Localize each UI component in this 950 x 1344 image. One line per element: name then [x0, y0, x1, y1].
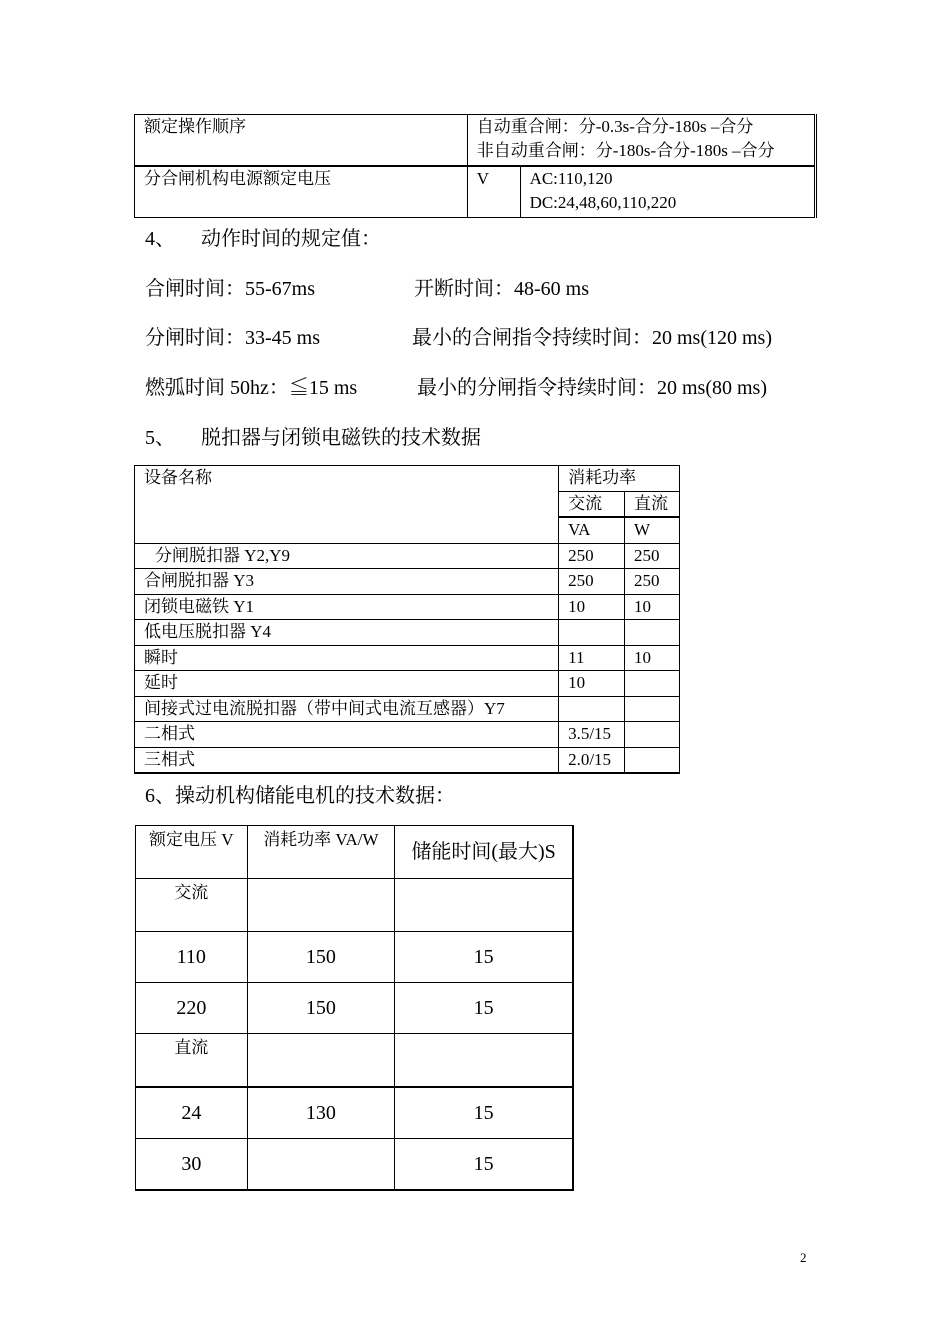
table-cell: [135, 543, 559, 569]
table-row: [136, 932, 574, 983]
row-dc: 10: [634, 596, 652, 616]
table-cell: [559, 594, 625, 620]
table-cell: [136, 826, 248, 879]
device-name-header: 设备名称: [144, 468, 212, 487]
table-cell: [136, 1034, 248, 1088]
min-close-command-time: 最小的合闸指令持续时间：20 ms(120 ms): [412, 327, 772, 349]
power-header: 消耗功率: [568, 468, 637, 487]
row-ac: 250: [568, 545, 594, 565]
table-cell: [395, 1139, 573, 1191]
table-cell: [625, 696, 680, 722]
row-name: 低电压脱扣器 Y4: [144, 622, 272, 641]
table-cell: [625, 517, 680, 543]
page-number: 2: [800, 1250, 807, 1265]
table-cell: [559, 722, 625, 748]
table-cell: [247, 932, 395, 983]
table-cell: [135, 696, 559, 722]
table-cell: [135, 645, 559, 671]
row-ac: 250: [568, 571, 594, 590]
table-row: [135, 696, 680, 722]
table-cell: [395, 983, 573, 1034]
row-name: 延时: [144, 673, 178, 692]
non-auto-reclose-text: 非自动重合闸：分-180s-合分-180s –合分: [476, 141, 775, 160]
table-cell: [136, 1139, 248, 1191]
table-cell: [135, 466, 559, 544]
table-row: [135, 671, 680, 697]
min-open-command-time: 最小的分闸指令持续时间：20 ms(80 ms): [417, 377, 767, 399]
row-ac: 11: [568, 647, 585, 667]
table-row: [135, 645, 680, 671]
dc-voltage-values: DC:24,48,60,110,220: [529, 193, 677, 212]
section4-title: 动作时间的规定值：: [201, 228, 381, 250]
table-cell: [520, 166, 815, 218]
dc-unit: W: [634, 520, 651, 539]
table-cell: [559, 569, 625, 595]
power-header: 消耗功率 VA/W: [263, 830, 379, 849]
table-row: [135, 166, 816, 218]
table-cell: [559, 747, 625, 773]
table-cell: [135, 722, 559, 748]
section5-heading: [145, 425, 481, 451]
table-cell: [135, 166, 468, 218]
row-ac: 10: [568, 673, 586, 692]
table-cell: [625, 569, 680, 595]
row-ac: 2.0/15: [568, 749, 612, 769]
table-row: [135, 543, 680, 569]
table-cell: [467, 115, 815, 167]
table-row: [135, 594, 680, 620]
table-cell: [247, 826, 395, 879]
operation-table: [134, 114, 817, 218]
arcing-time: 燃弧时间 50hz：≦15 ms: [145, 377, 358, 399]
table-cell: [395, 1087, 573, 1139]
section4-heading: [145, 226, 381, 252]
row-voltage: 110: [176, 946, 206, 968]
table-cell: [247, 983, 395, 1034]
row-power: 150: [305, 997, 336, 1019]
row-voltage: 220: [176, 997, 207, 1019]
table-cell: [559, 671, 625, 697]
row-name: 分闸脱扣器 Y2,Y9: [155, 545, 291, 565]
table-header-row: [135, 466, 680, 492]
table-row: [135, 569, 680, 595]
table-cell: [559, 696, 625, 722]
row-power: 130: [305, 1102, 336, 1124]
table-cell: [625, 620, 680, 646]
row-name: 间接式过电流脱扣器（带中间式电流互感器）Y7: [144, 698, 505, 718]
table-cell: [136, 983, 248, 1034]
table-row: [136, 1034, 574, 1088]
table-cell: [135, 594, 559, 620]
table-cell: [395, 826, 573, 879]
table-cell: [247, 1139, 395, 1191]
row-name: 合闸脱扣器 Y3: [144, 571, 255, 590]
table-cell: [395, 932, 573, 983]
ac-header: 交流: [568, 493, 603, 513]
opening-time: 分闸时间：33-45 ms: [145, 327, 320, 349]
row-power: 150: [305, 946, 336, 968]
table-cell: [625, 491, 680, 517]
row-time: 15: [473, 997, 494, 1019]
table-cell: [247, 1034, 395, 1088]
table-cell: [625, 594, 680, 620]
row-name: 闭锁电磁铁 Y1: [144, 596, 255, 616]
dc-header: 直流: [634, 493, 669, 513]
release-table: [134, 465, 680, 774]
table-cell: [247, 879, 395, 932]
table-cell: [559, 466, 680, 492]
table-row: [135, 747, 680, 773]
table-header-row: [136, 826, 574, 879]
table-cell: [135, 671, 559, 697]
row-dc: 250: [634, 545, 660, 565]
table-cell: [136, 879, 248, 932]
table-row: [136, 1139, 574, 1191]
auto-reclose-text: 自动重合闸：分-0.3s-合分-180s –合分: [476, 117, 754, 136]
table-cell: [136, 1087, 248, 1139]
table-cell: [247, 1087, 395, 1139]
row-time: 15: [473, 1153, 494, 1175]
table-cell: [135, 747, 559, 773]
table-cell: [395, 1034, 573, 1088]
row-voltage: 交流: [174, 883, 209, 902]
power-supply-voltage-label: 分合闸机构电源额定电压: [144, 169, 331, 188]
row-voltage: 30: [181, 1153, 202, 1175]
table-cell: [559, 491, 625, 517]
table-cell: [467, 166, 520, 218]
table-cell: [559, 517, 625, 543]
table-cell: [625, 543, 680, 569]
voltage-unit: V: [476, 169, 489, 188]
table-cell: [625, 722, 680, 748]
row-time: 15: [473, 946, 494, 968]
table-cell: [559, 620, 625, 646]
table-row: [136, 879, 574, 932]
section6-heading: 6、操动机构储能电机的技术数据：: [145, 785, 455, 807]
section4-number: 4、: [145, 228, 175, 250]
row-voltage: 直流: [174, 1038, 209, 1057]
table-cell: [135, 620, 559, 646]
table-cell: [135, 115, 468, 167]
row-ac: 10: [568, 596, 586, 616]
table-cell: [135, 569, 559, 595]
table-row: [136, 1087, 574, 1139]
ac-unit: VA: [568, 520, 591, 539]
section5-number: 5、: [145, 427, 175, 449]
table-cell: [625, 671, 680, 697]
table-cell: [625, 645, 680, 671]
breaking-time: 开断时间：48-60 ms: [414, 278, 589, 300]
charging-time-header: 储能时间(最大)S: [411, 841, 556, 863]
row-name: 三相式: [144, 749, 195, 769]
table-cell: [559, 645, 625, 671]
table-cell: [559, 543, 625, 569]
table-row: [136, 983, 574, 1034]
table-row: [135, 115, 816, 167]
operation-sequence-label: 额定操作顺序: [144, 117, 246, 136]
table-cell: [136, 932, 248, 983]
ac-voltage-values: AC:110,120: [529, 169, 613, 188]
table-cell: [395, 879, 573, 932]
row-name: 二相式: [144, 724, 195, 743]
table-row: [135, 620, 680, 646]
row-ac: 3.5/15: [568, 724, 612, 743]
section5-title: 脱扣器与闭锁电磁铁的技术数据: [201, 427, 481, 449]
table-row: [135, 722, 680, 748]
motor-table: [135, 825, 574, 1191]
closing-time: 合闸时间：55-67ms: [145, 278, 315, 300]
row-voltage: 24: [181, 1102, 202, 1124]
table-cell: [625, 747, 680, 773]
row-time: 15: [473, 1102, 494, 1124]
voltage-header: 额定电压 V: [149, 830, 234, 849]
row-dc: 250: [634, 571, 660, 590]
row-name: 瞬时: [144, 647, 178, 667]
row-dc: 10: [634, 647, 652, 667]
